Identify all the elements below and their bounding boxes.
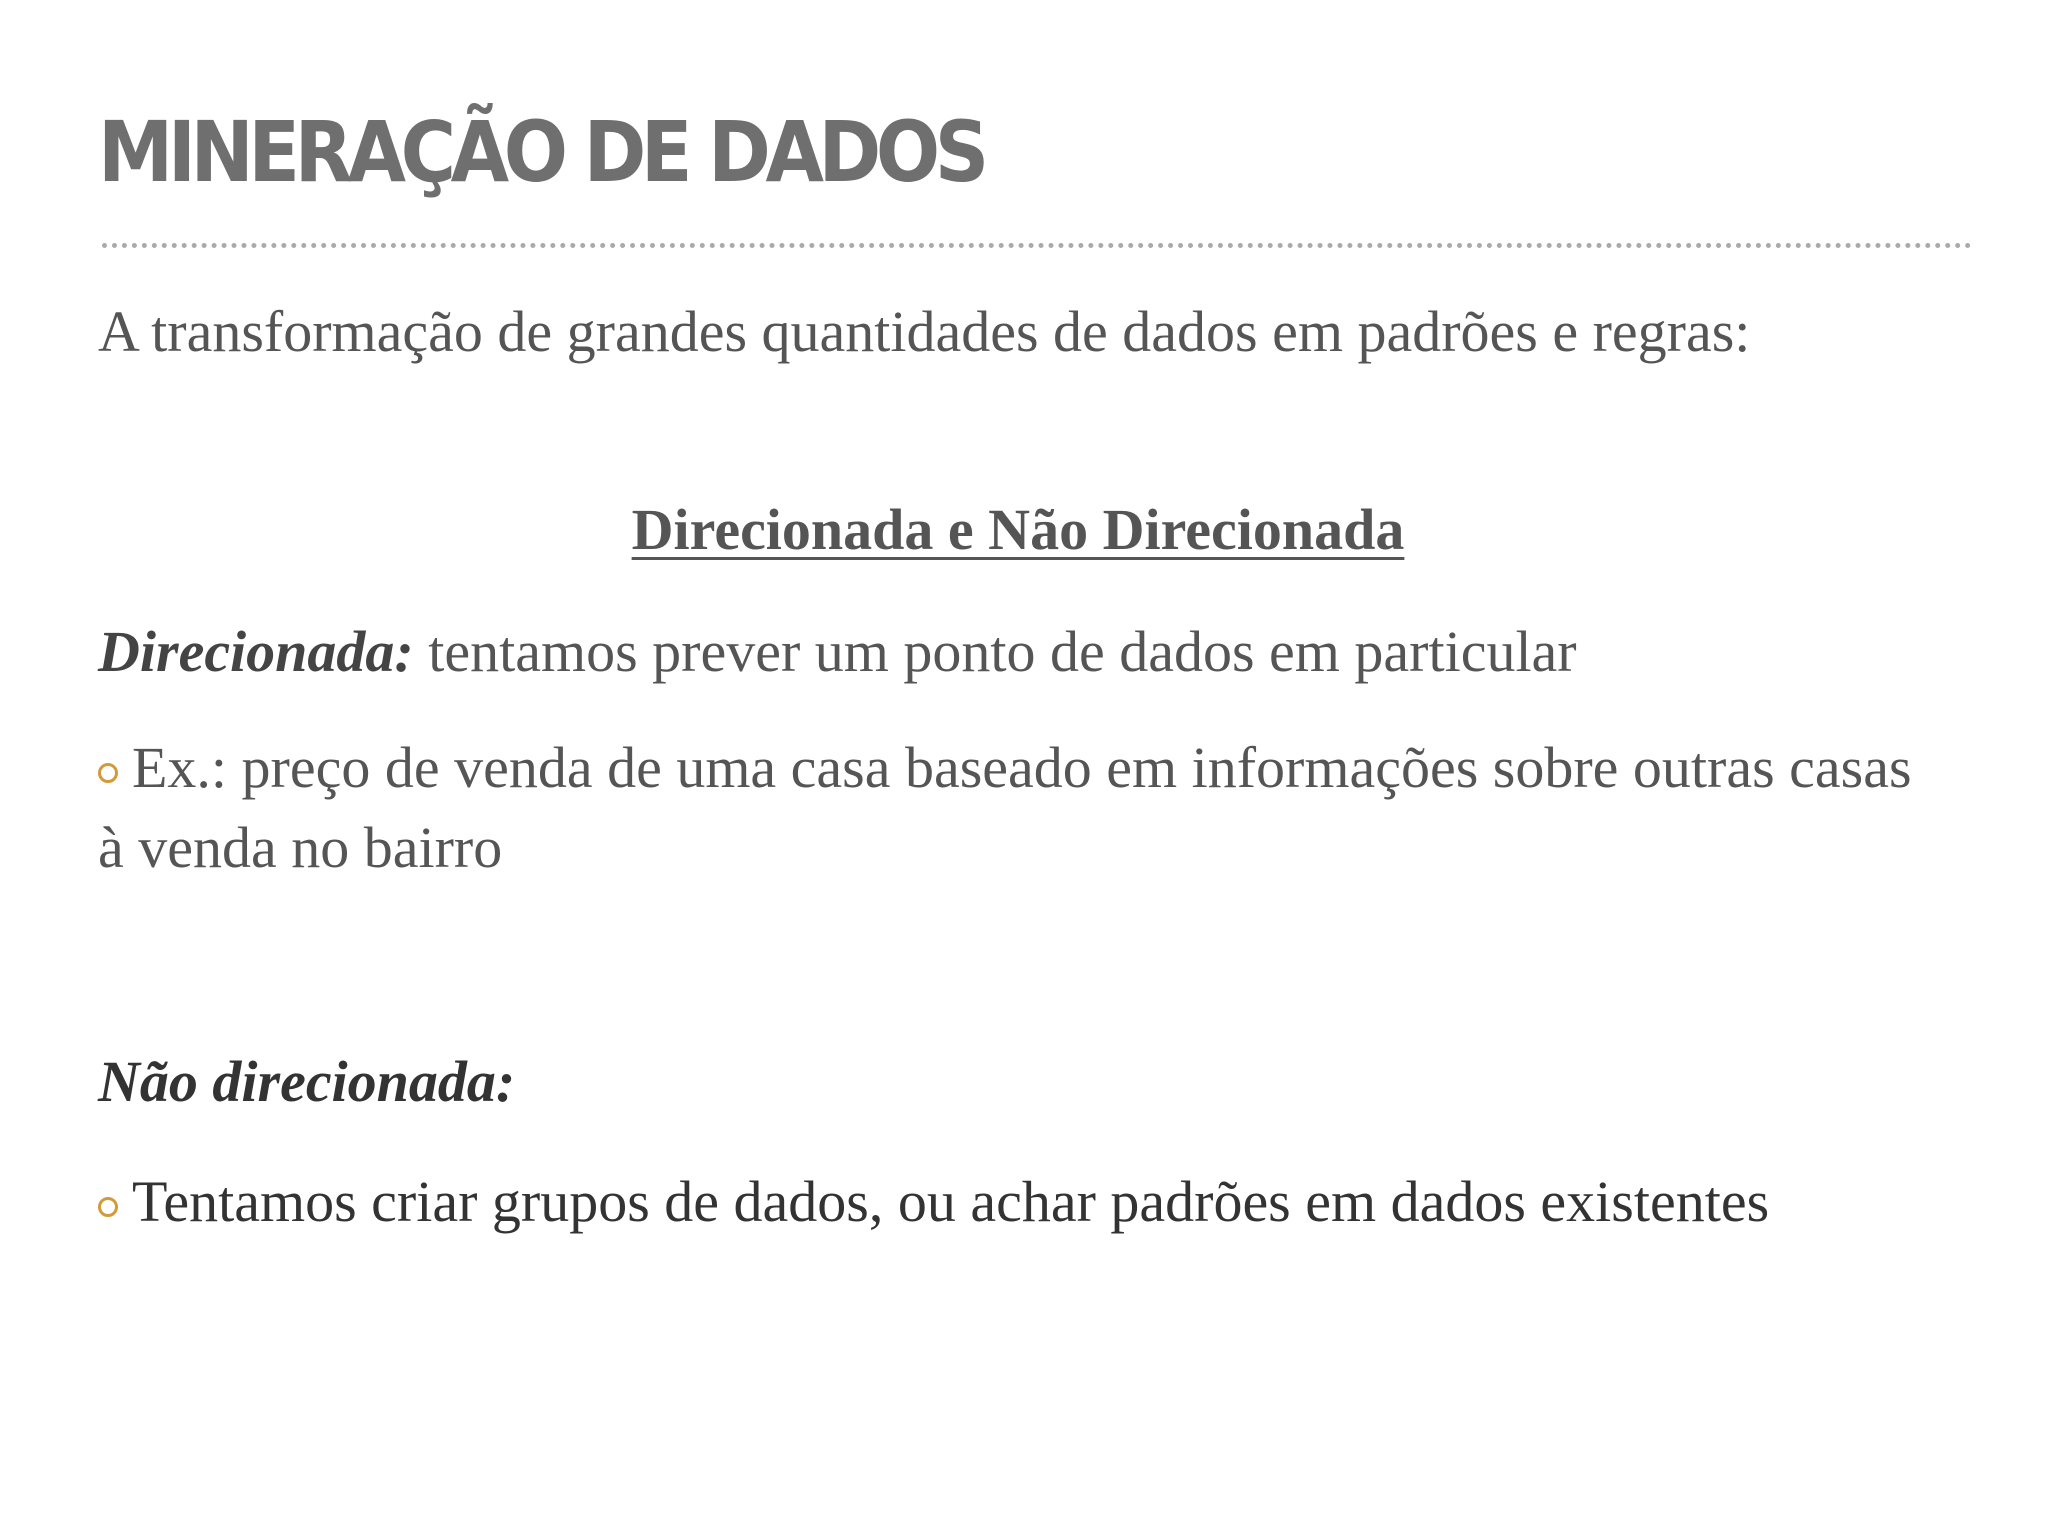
intro-text: A transformação de grandes quantidades de dados em padrões e regras: [98, 299, 1751, 364]
subheading: Direcionada e Não Direcionada [631, 497, 1405, 562]
directed-bullet-text: Ex.: preço de venda de uma casa baseado em informações sobre outras casas à venda no bairro [98, 735, 1912, 880]
slide-title: MINERAÇÃO DE DADOS [98, 103, 984, 201]
directed-term: Direcionada: [98, 619, 414, 684]
directed-text: tentamos prever um ponto de dados em particular [413, 619, 1577, 684]
directed-bullet [98, 728, 1938, 888]
directed-paragraph [98, 612, 1938, 692]
bullet-circle-icon [98, 1197, 118, 1217]
title-divider [102, 243, 1972, 248]
undirected-paragraph [98, 1042, 1938, 1122]
undirected-bullet [98, 1162, 1938, 1242]
bullet-circle-icon [98, 763, 118, 783]
undirected-bullet-text: Tentamos criar grupos de dados, ou achar padrões em dados existentes [132, 1169, 1770, 1234]
undirected-term: Não direcionada: [98, 1049, 516, 1114]
